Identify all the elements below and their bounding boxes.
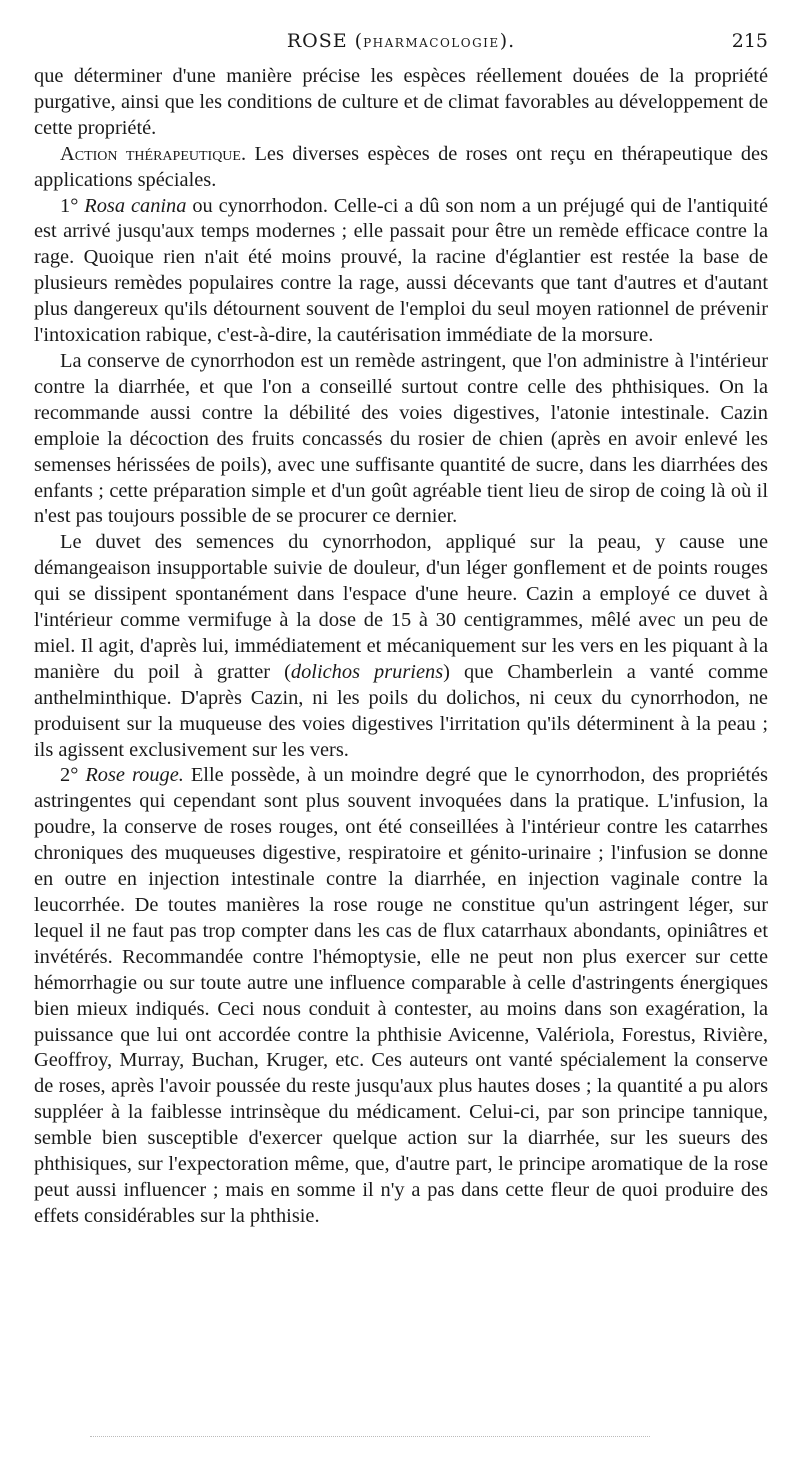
section-heading: Action thérapeutique. xyxy=(60,142,247,165)
paragraph xyxy=(34,349,768,530)
paragraph xyxy=(34,142,768,194)
paragraph xyxy=(34,194,768,349)
paragraph xyxy=(34,763,768,1229)
page-bottom-rule xyxy=(90,1436,650,1437)
species-name: Rose rouge. xyxy=(85,764,184,787)
running-title xyxy=(34,30,768,52)
paragraph xyxy=(34,530,768,763)
list-number: 2° xyxy=(60,764,86,787)
paragraph-text: La conserve de cynorrhodon est un remède astringent, que l'on administre à l'intérieur contre la diarrhée, et que l'on a conseillé surtout contre celle des phthisiques. On la recommande aussi contre la débilité des voies digestives, l'atonie intestinale. Cazin emploie la décoction des fruits concassés du rosier de chien (après en avoir enlevé les semenses hérissées de poils), avec une suffisante quantité de sucre, dans les diarrhées des enfants ; cette préparation simple et d'un goût agréable tient lieu de sirop de coing là où il n'est pas toujours possible de se procurer ce dernier. xyxy=(34,349,768,528)
paragraph-text: Le duvet des semences du cynorrhodon, appliqué sur la peau, y cause une démangeaison insupportable suivie de douleur, d'un léger gonflement et de points rouges qui se dissipent spontanément dans l'espace d'une heure. Cazin a employé ce duvet à l'intérieur comme vermifuge à la dose de 15 à 30 centigrammes, mêlé avec un peu de miel. Il agit, d'après lui, immédiatement et mécaniquement sur les vers en les piquant à la manière du poil à gratter ( xyxy=(34,531,768,683)
species-name: dolichos pruriens xyxy=(290,660,444,683)
title-end: ). xyxy=(499,30,516,52)
paragraph-text: Les diverses espèces de roses ont reçu en thérapeutique des applications spéciales. xyxy=(34,142,769,191)
paragraph-text: ) que Chamberlein a vanté comme anthelminthique. D'après Cazin, ni les poils du dolichos, ni ceux du cynorrhodon, ne produisent sur la muqueuse des voies digestives l'irritation qu'ils déterminent à la peau ; ils agissent exclusivement sur les vers. xyxy=(34,660,768,761)
title-main: ROSE ( xyxy=(286,30,364,52)
running-header xyxy=(34,30,768,58)
species-name: Rosa canina xyxy=(84,194,187,217)
body-text xyxy=(34,64,768,1230)
paragraph-text: Elle possède, à un moindre degré que le cynorrhodon, des propriétés astringentes qui cependant sont plus souvent invoquées dans la pratique. L'infusion, la poudre, la conserve de roses rouges, ont été conseillées à l'intérieur contre les catarrhes chroniques des muqueuses digestive, respiratoire et génito-urinaire ; l'infusion se donne en outre en injection intestinale contre la diarrhée, en injection vaginale contre la leucorrhée. De toutes manières la rose rouge ne constitue qu'un astringent léger, sur lequel il ne faut pas trop compter dans les cas de flux catarrhaux abondants, opiniâtres et invétérés. Recommandée contre l'hémoptysie, elle ne peut non plus exercer sur cette hémorrhagie ou sur toute autre une influence comparable à celle d'astringents énergiques bien mieux indiqués. Ceci nous conduit à contester, au moins dans son exagération, la puissance que lui ont accordée contre la phthisie Avicenne, Valériola, Forestus, Rivière, Geoffroy, Murray, Buchan, Kruger, etc. Ces auteurs ont vanté spécialement la conserve de roses, après l'avoir poussée du reste jusqu'aux plus hautes doses ; la quantité a pu alors suppléer à la faiblesse intrinsèque du médicament. Celui-ci, par son principe tannique, semble bien susceptible d'exercer quelque action sur la diarrhée, sur les sueurs des phthisiques, sur l'expectoration même, que, d'autre part, le principe aromatique de la rose peut aussi influencer ; mais en somme il n'y a pas dans cette fleur de quoi produire des effets considérables sur la phthisie. xyxy=(34,764,768,1227)
paragraph xyxy=(34,64,768,142)
paragraph-text: ou cynorrhodon. Celle-ci a dû son nom a un préjugé qui de l'antiquité est arrivé jusqu'aux temps modernes ; elle passait pour être un remède efficace contre la rage. Quoique rien n'ait été moins prouvé, la racine d'églantier est restée la base de plusieurs remèdes populaires contre la rage, aussi décevants que tant d'autres et d'autant plus dangereux qu'ils détournent souvent de l'emploi du seul moyen rationnel de prévenir l'intoxication rabique, c'est-à-dire, la cautérisation immédiate de la morsure. xyxy=(34,194,768,347)
title-subject: PHARMACOLOGIE xyxy=(363,36,500,50)
page-number: 215 xyxy=(731,30,768,52)
paragraph-text: que déterminer d'une manière précise les espèces réellement douées de la propriété purgative, ainsi que les conditions de culture et de climat favorables au développement de cette propriété. xyxy=(34,65,768,139)
list-number: 1° xyxy=(60,194,85,217)
